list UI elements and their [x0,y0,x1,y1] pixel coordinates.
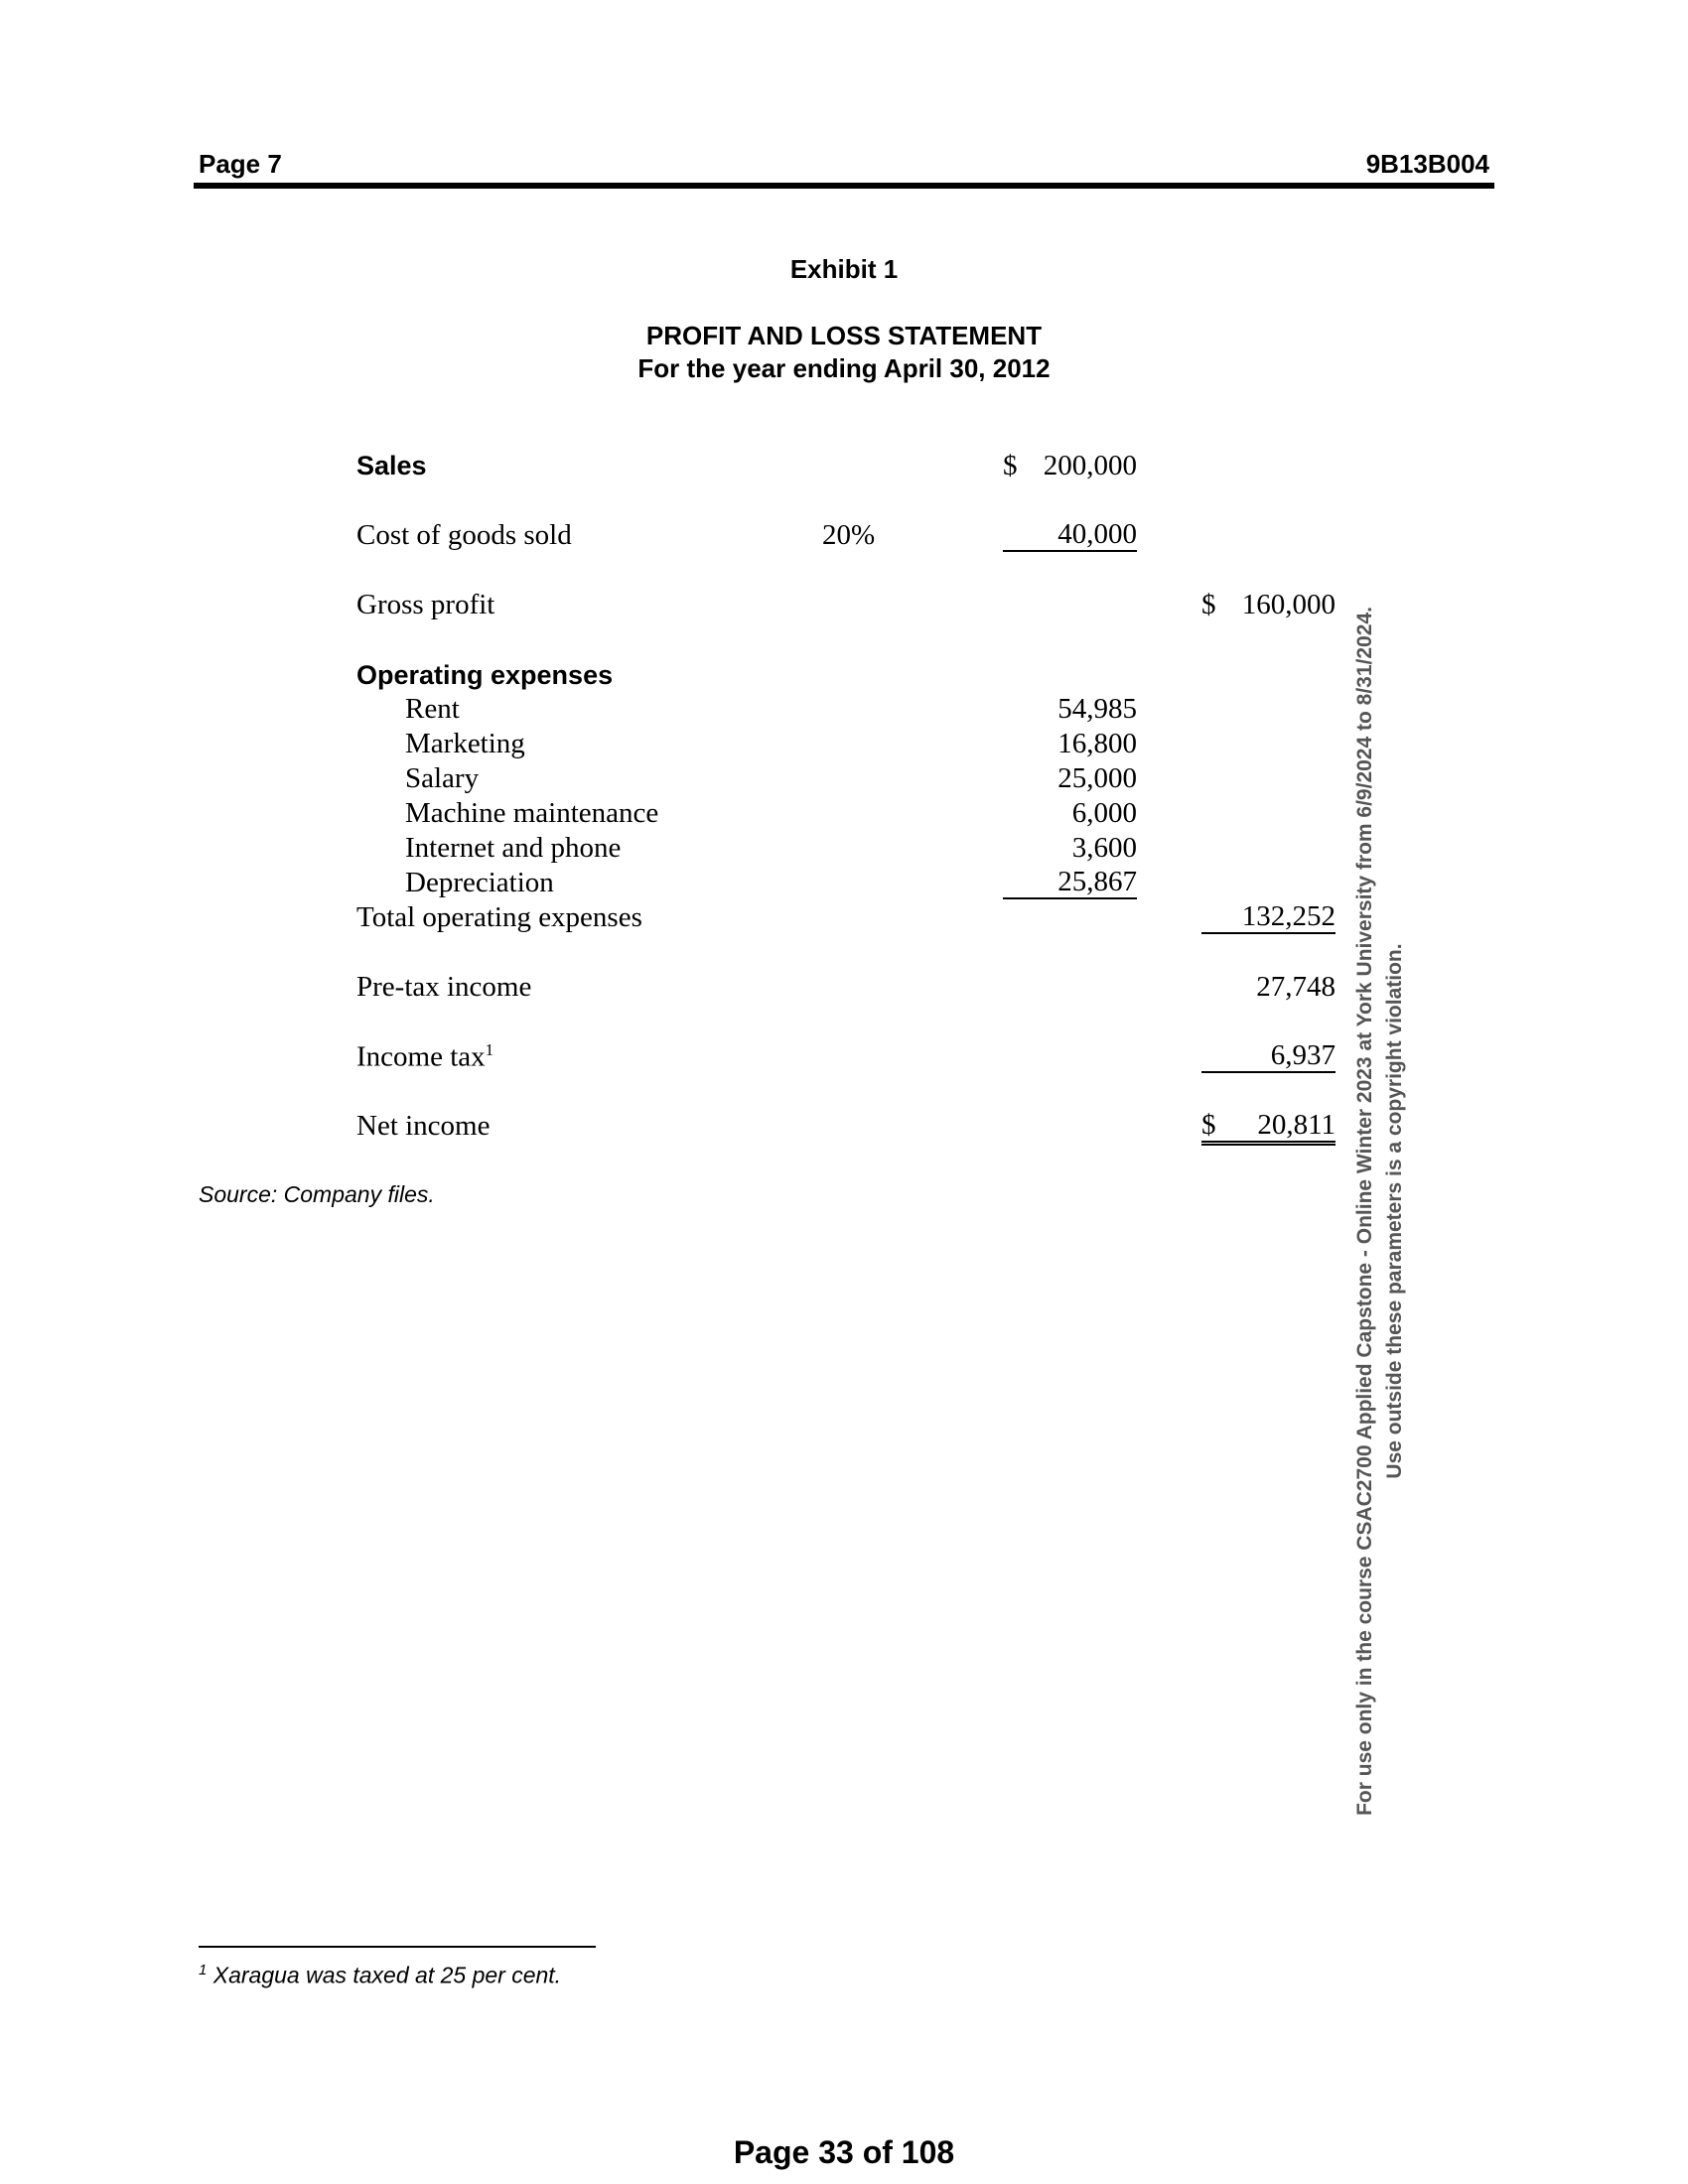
statement-subtitle: For the year ending April 30, 2012 [637,353,1051,383]
footnote-text: Xaragua was taxed at 25 per cent. [212,1962,562,1988]
gross-profit-value [1201,589,1336,621]
footnote [199,1962,561,1989]
gross-profit-currency: $ [1201,589,1216,620]
statement-title: PROFIT AND LOSS STATEMENT [645,321,1043,350]
exhibit-label: Exhibit 1 [789,254,899,284]
copyright-watermark [1350,467,1410,1956]
income-tax-footnote-ref: 1 [485,1040,494,1059]
gross-profit-amount: 160,000 [1241,589,1336,620]
income-tax-value: 6,937 [1201,1040,1336,1073]
internet-label: Internet and phone [405,832,622,864]
pretax-value: 27,748 [1256,971,1336,1003]
sales-label: Sales [356,451,427,480]
pretax-label: Pre-tax income [356,971,532,1003]
rent-label: Rent [405,693,460,725]
total-opex-label: Total operating expenses [356,901,642,933]
net-income-amount: 20,811 [1257,1109,1336,1141]
watermark-line-2: Use outside these parameters is a copyright violation. [1383,943,1406,1479]
page-number-header: Page 7 [199,149,282,179]
footnote-rule [199,1946,596,1948]
salary-label: Salary [405,762,480,794]
marketing-label: Marketing [405,728,525,759]
header-rule [194,183,1494,189]
maintenance-label: Machine maintenance [405,797,659,829]
case-code: 9B13B004 [1365,149,1489,179]
net-income-label: Net income [356,1110,491,1142]
internet-value: 3,600 [1071,832,1137,864]
income-tax-label [356,1040,493,1074]
salary-value: 25,000 [1057,762,1137,794]
sales-amount: 200,000 [1043,450,1137,481]
marketing-value: 16,800 [1057,728,1137,759]
page-footer: Page 33 of 108 [733,2134,955,2170]
rent-value: 54,985 [1057,693,1137,725]
income-tax-text: Income tax [356,1040,486,1073]
maintenance-value: 6,000 [1071,797,1137,829]
watermark-line-1: For use only in the course CSAC2700 Applied Capstone - Online Winter 2023 at York University from 6/9/2024 to 8/31/2024. [1353,607,1376,1816]
source-note: Source: Company files. [199,1181,435,1207]
sales-value [1003,450,1137,482]
footnote-marker: 1 [199,1962,208,1979]
opex-header: Operating expenses [356,660,614,690]
cogs-value: 40,000 [1003,519,1137,552]
gross-profit-label: Gross profit [356,589,495,620]
depreciation-label: Depreciation [405,867,554,898]
total-opex-value: 132,252 [1201,901,1336,934]
depreciation-value: 25,867 [1003,867,1137,899]
net-income-value [1201,1110,1336,1146]
net-income-currency: $ [1201,1109,1216,1141]
cogs-label: Cost of goods sold [356,519,572,551]
cogs-percent: 20% [822,519,876,551]
sales-currency: $ [1003,450,1018,481]
